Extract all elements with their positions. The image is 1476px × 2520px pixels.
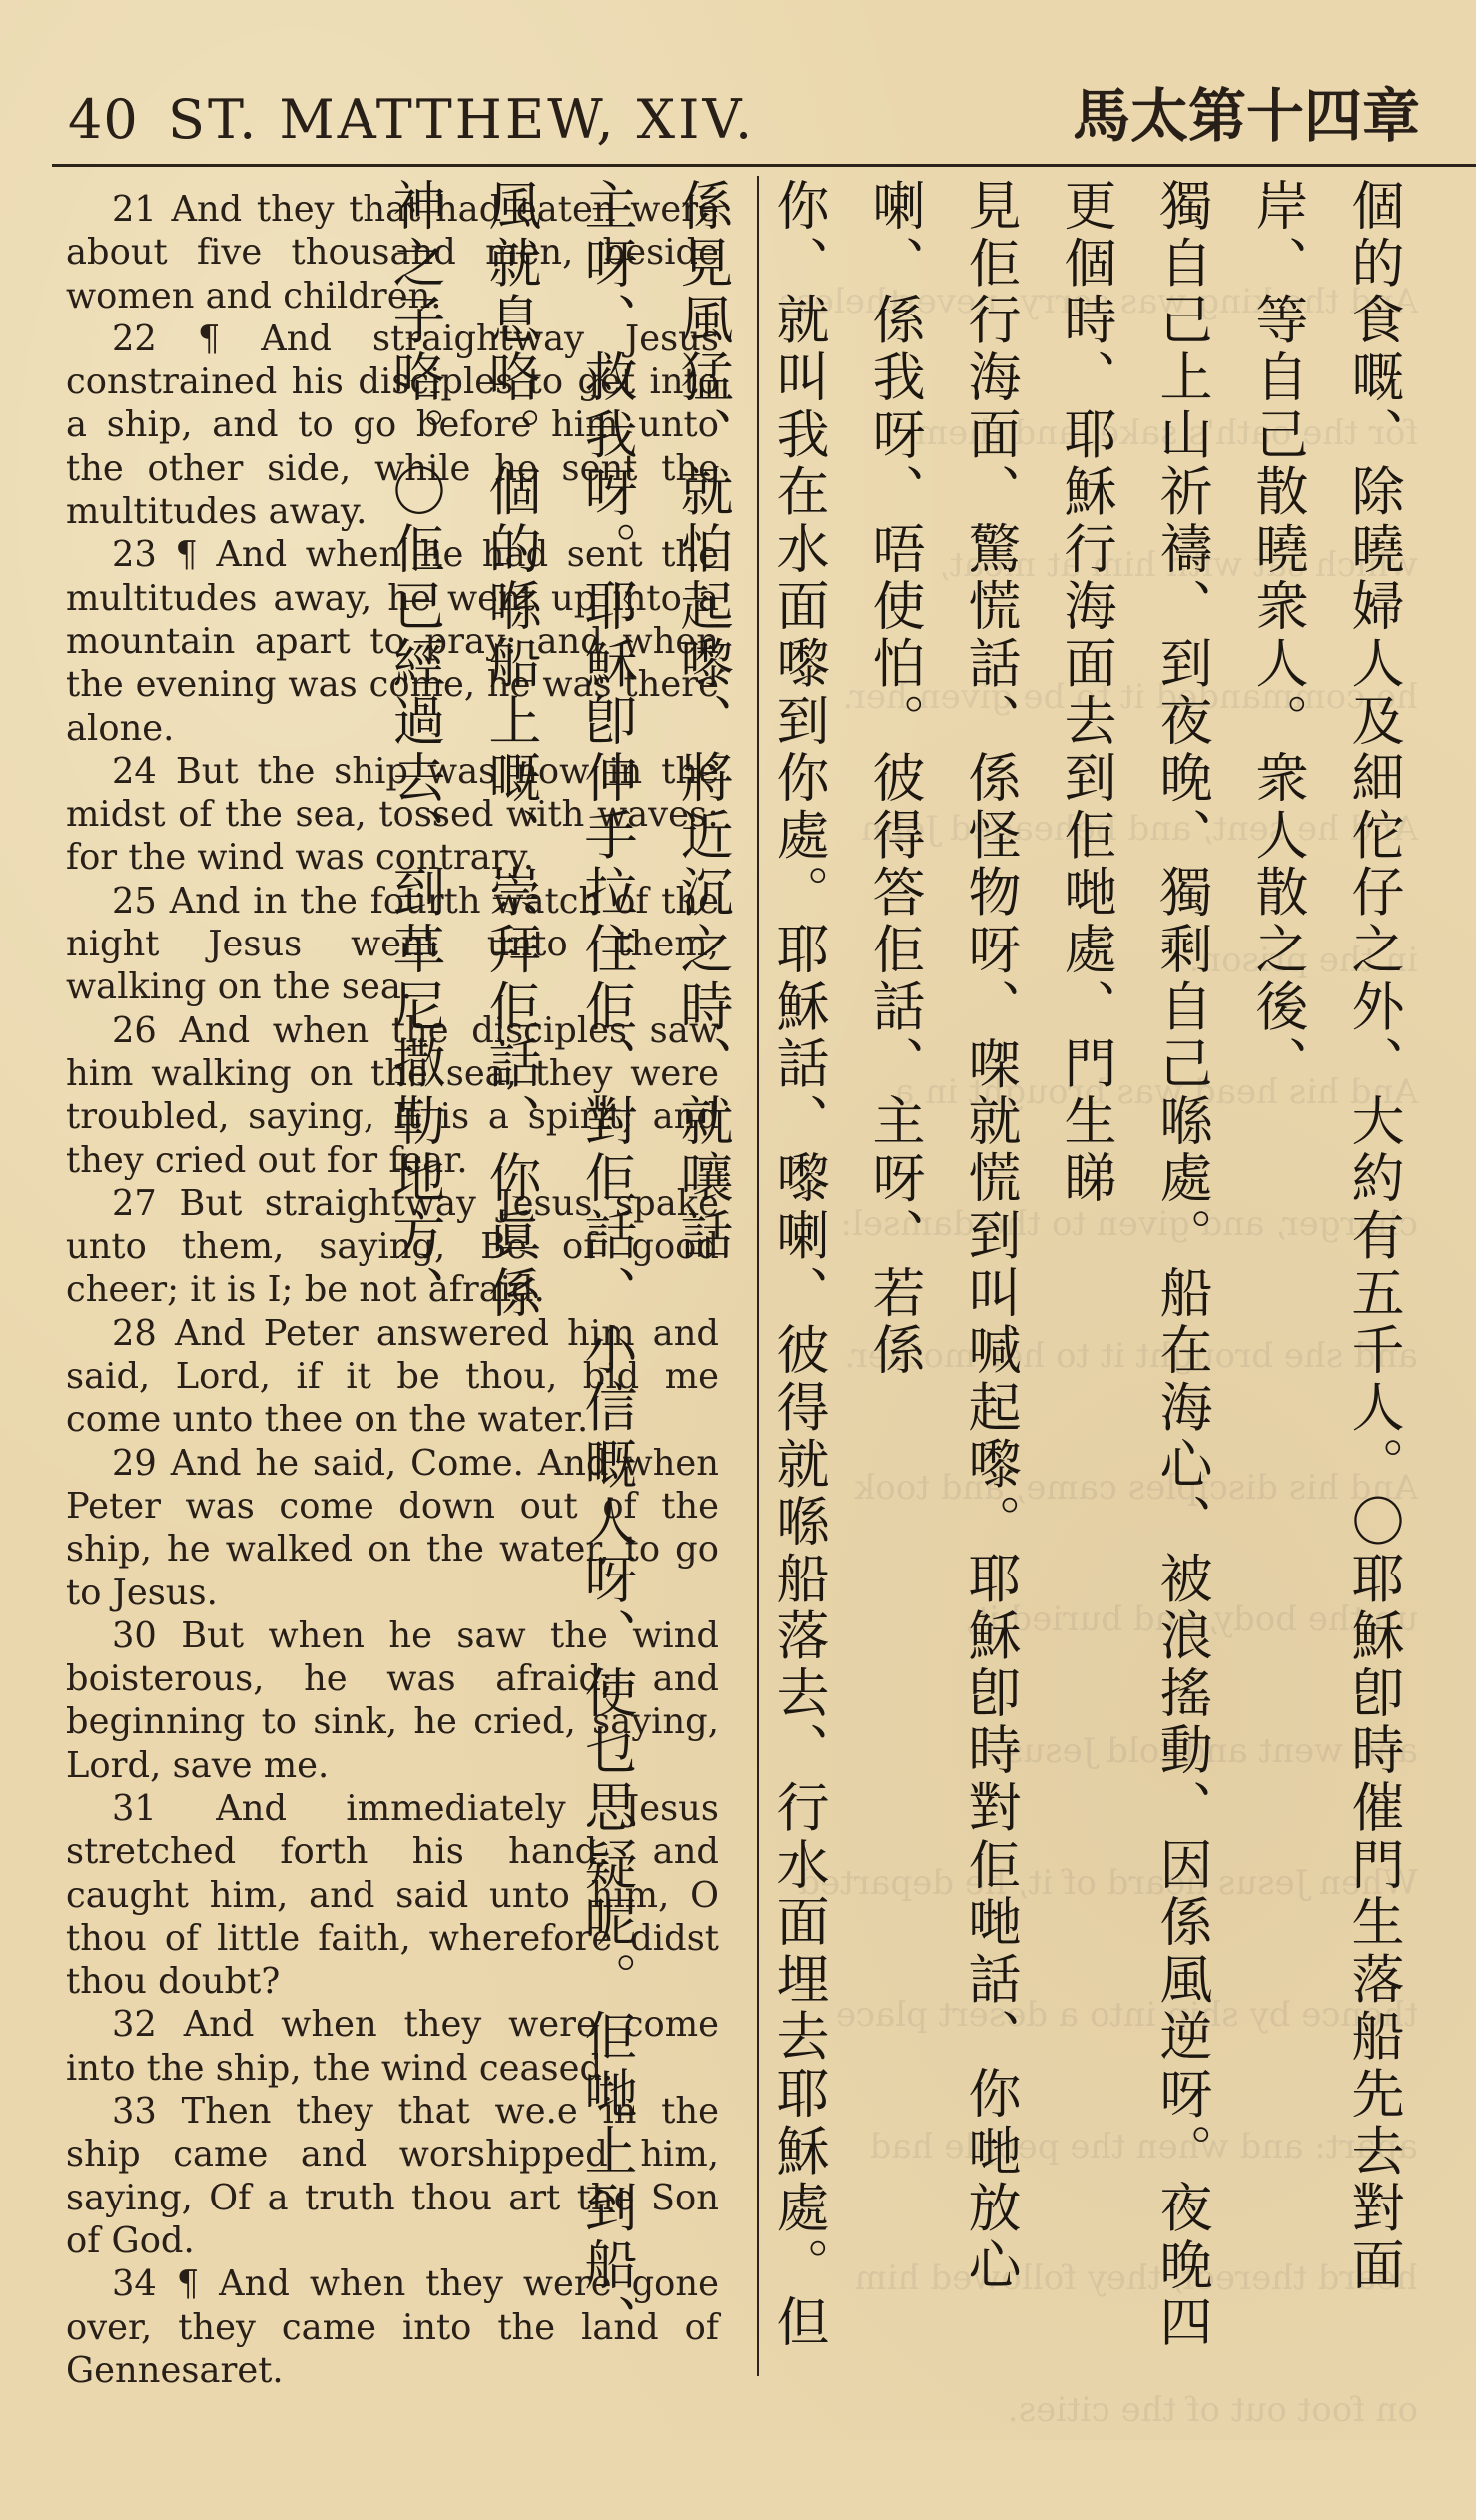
verse-22: 22 ¶ And straightway Jesus constrained his disciples to get into a ship, and to go before him unto the other side, while he sent the multitudes away. [66, 317, 719, 533]
verse-32: 32 And when they were come into the ship, the wind ceased. [66, 2004, 719, 2089]
page-number: 40 [68, 88, 139, 151]
verse-30: 30 But when he saw the wind boisterous, he was afraid; and beginning to sink, he cried, saying, Lord, save me. [66, 1614, 719, 1786]
verse-34: 34 ¶ And when they were gone over, they came into the land of Gennesaret. [66, 2263, 719, 2391]
show-through-line: up the body, and buried it, [964, 1599, 1418, 1639]
verse-21: 21 And they that had eaten were about five thousand men, beside women and children. [66, 189, 719, 316]
show-through-line: charger, and given to the damsel: [840, 1204, 1418, 1244]
chinese-heading: 章四十第太馬 [1072, 82, 1420, 150]
chinese-text-column-6: 神之子咯。〇佢已經過去、到革尼撒勒地方、 [384, 178, 445, 1322]
show-through-line: which sat with him at meat, [939, 545, 1418, 585]
verse-23: 23 ¶ And when he had sent the multitudes away, he went up into a mountain apart to pray: and when the evening was come, he was there alone. [66, 534, 719, 749]
chinese-text-column-4: 你、就叫我在水面嚟到你處。耶穌話、嚟喇、彼得就喺船落去、行水面埋去耶穌處。但係見風猛、就怕起嚟、將近沉之時、就嚷話 [672, 178, 829, 2352]
verse-29: 29 And he said, Come. And when Peter was come down out of the ship, he walked on the water, to go to Jesus. [66, 1442, 719, 1613]
page-header [68, 82, 1420, 162]
show-through-line: And the king was sorry; nevertheless [778, 282, 1418, 321]
chinese-text-column-5: 主呀、救我呀。耶穌卽伸手拉住佢、對佢話、小信嘅人呀、使乜思疑呢。佢哋上到船、風就息咯。個的喺船上嘅、崇拜佢話、你眞係 [480, 178, 637, 2352]
show-through-line: and she brought it to her mother. [844, 1336, 1418, 1376]
show-through-line: heard thereof, they followed him [854, 2258, 1418, 2298]
chinese-text-column-2: 獨自己上山祈禱、到夜晚、獨剩自己喺處。船在海心、被浪搖動、因係風逆呀。夜晚四更個時、耶穌行海面去到佢哋處、門生睇 [1056, 178, 1212, 2352]
verse-25: 25 And in the fourth watch of the night Jesus went unto them, walking on the sea. [66, 880, 719, 1008]
show-through-line: and went and told Jesus. [994, 1731, 1418, 1771]
verse-24: 24 But the ship was now in the midst of the sea, tossed with waves: for the wind was contrary. [66, 750, 719, 879]
running-title: ST. MATTHEW, XIV. [168, 88, 756, 151]
show-through-line: for the oath's sake, and them [915, 413, 1418, 453]
verse-31: 31 And immediately Jesus stretched forth his hand, and caught him, and said unto him, O thou of little faith, wherefore didst thou doubt? [66, 1787, 719, 2003]
verse-28: 28 And Peter answered him and said, Lord, if it be thou, bid me come unto thee on the water. [66, 1312, 719, 1441]
show-through-line: When Jesus heard of it, he departed [798, 1863, 1418, 1903]
verse-26: 26 And when the disciples saw him walking on the sea, they were troubled, saying, It is a spirit; and they cried out for fear. [66, 1009, 719, 1181]
show-through-line: apart: and when the people had [869, 2127, 1418, 2167]
show-through-line: thence by ship into a desert place [835, 1995, 1418, 2035]
verse-27: 27 But straightway Jesus spake unto them, saying, Be of good cheer; it is I; be not afraid. [66, 1182, 719, 1311]
show-through-line: in the prison. [1188, 941, 1418, 980]
show-through-line: And his head was brought in a [894, 1072, 1418, 1112]
show-through-line: he commanded it to be given her. [842, 677, 1418, 717]
verse-33: 33 Then they that we.e in the ship came and worshipped him, saying, Of a truth thou art the Son of God. [66, 2091, 719, 2261]
chinese-text-column-3: 見佢行海面、驚慌話、係怪物呀、㗎就慌到叫喊起嚟。耶穌卽時對佢哋話、你哋放心喇、係我呀、唔使怕。彼得答佢話、主呀、若係 [864, 178, 1021, 2295]
chinese-text-column-1: 個的食嘅、除曉婦人及細佗仔之外、大約有五千人。〇耶穌卽時催門生落船先去對面岸、等自己散曉衆人。衆人散之後、 [1247, 178, 1404, 2295]
header-rule [52, 164, 1476, 167]
show-through-line: And he sent, and beheaded John [861, 809, 1418, 849]
show-through-line: And his disciples came, and took [854, 1468, 1418, 1508]
show-through-line: on foot out of the cities. [1007, 2390, 1418, 2430]
